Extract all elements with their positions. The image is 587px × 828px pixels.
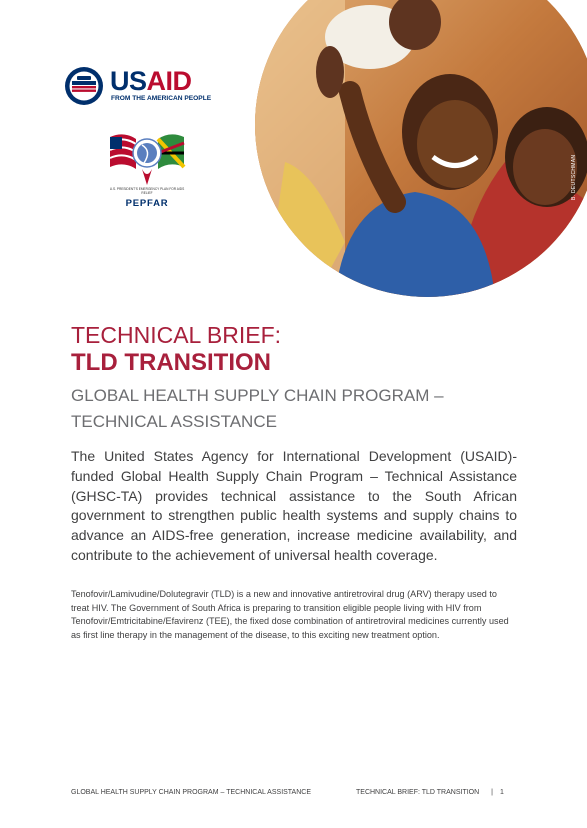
- usaid-seal-icon: [64, 66, 104, 106]
- footer-brief-title: TECHNICAL BRIEF: TLD TRANSITION: [356, 789, 480, 796]
- photo-illustration: [255, 0, 587, 297]
- lead-paragraph: The United States Agency for International Development (USAID)-funded Global Health Supply Chain Program – Technical Assistance (GHSC-TA) provides technical assistance to the South African government to strengthen public health systems and supply chains to advance an AIDS-free generation, increase medicine availability, and contribute to the achievement of universal health coverage.: [71, 448, 517, 563]
- body-paragraph: Tenofovir/Lamivudine/Dolutegravir (TLD) is a new and innovative antiretroviral drug (ARV) therapy used to treat HIV. The Government of South Africa is preparing to transition eligible people living with HIV from Tenofovir/Emtricitabine/Efavirenz (TEE), the fixed dose combination of antiretroviral medicines currently used as first line therapy in the management of the disease, to this exciting new treatment option.: [71, 589, 509, 640]
- footer-right: [356, 789, 504, 796]
- footer-program-name: GLOBAL HEALTH SUPPLY CHAIN PROGRAM – TECHNICAL ASSISTANCE: [71, 789, 312, 796]
- usaid-tagline: FROM THE AMERICAN PEOPLE: [111, 95, 212, 102]
- pepfar-wordmark: PEPFAR: [125, 198, 169, 209]
- page-number: 1: [500, 789, 504, 796]
- title-line-1: TECHNICAL BRIEF:: [71, 322, 282, 348]
- pepfar-small-text: U.S. PRESIDENT'S EMERGENCY PLAN FOR AIDS RELIEF: [109, 187, 185, 195]
- usaid-wordmark: USAID: [110, 66, 192, 96]
- footer-separator: |: [491, 789, 493, 796]
- pepfar-emblem-icon: [106, 129, 188, 187]
- title-line-2: TLD TRANSITION: [71, 349, 271, 376]
- usaid-logo: [64, 66, 214, 106]
- pepfar-logo: [104, 129, 190, 219]
- photo-credit: B. DEUTSCHMAN: [571, 154, 577, 200]
- cover-photo: [255, 0, 587, 297]
- subtitle: GLOBAL HEALTH SUPPLY CHAIN PROGRAM – TECHNICAL ASSISTANCE: [71, 386, 444, 431]
